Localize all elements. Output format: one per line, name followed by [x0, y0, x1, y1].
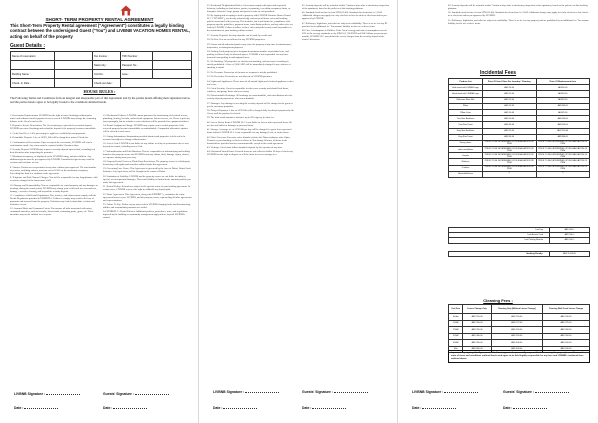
passport-value[interactable] [153, 61, 192, 70]
table-cell: Pillow [449, 103, 483, 109]
rule-item: 4. Refundable Deposit: A fee of AED 1,000 will be charged for missed Check-ins. [10, 136, 89, 140]
date-field: Date : [302, 406, 346, 410]
table-cell: PRICE TO BE DETERMINED UPON EVALUATION OF ITEM [536, 153, 590, 159]
name-label: Name of reservation: [11, 52, 55, 61]
table-cell: Curtains [449, 165, 483, 171]
table-cell: AED 500 /- [550, 233, 590, 238]
rule-item: 45. Security deposits will be refunded within 7 business days after a satisfactory inspection of the apartment, based on the policies of this booking platform. [302, 4, 390, 10]
livbnb-signature: LIVBNB Signature : [412, 390, 478, 394]
lost-items-table [448, 227, 590, 244]
table-cell: AED 500 /- [550, 238, 590, 243]
rule-item: 16. Acts of God: LIVBNB is not liable for any failure or delay in performance due to acts beyond its control, including acts of God. [103, 142, 189, 149]
guest-details-table [10, 51, 192, 88]
rule-item: 49. Security deposits will be refunded within 7 business days after a satisfactory inspection of the apartment, based on the policies of this booking platform. [448, 4, 588, 10]
rule-item: 23. Failure To Pay: Failure to pay may result in LIVBNB charging locks and disconnecting utilities and accumulating amounts are settled. [103, 202, 191, 209]
table-cell: AED20.00 [536, 91, 590, 97]
table-cell: ** [536, 171, 590, 177]
table-cell: AED 200.00 [536, 128, 590, 134]
table-cell: 1 BHK [449, 320, 463, 327]
signature-line[interactable] [334, 391, 368, 393]
table-cell: AED 200.00 [463, 320, 491, 327]
table-cell: Villa [449, 346, 463, 353]
page-title: SHORT- TERM PROPERTY RENTAL AGREEMENT [45, 17, 154, 22]
unit-label: Unit No : [93, 70, 121, 79]
table-row [449, 171, 590, 177]
rule-item: 13. Mechanical Failures: LIVBNB cannot guarantee the functioning of electrical service, plumbing, heating, hot tubs, audio/visual equipment, Internet access, etc. Please report any issues promptly, but no refunds or rent reductions will be provided for equipment failures. [103, 114, 190, 123]
checkin-value[interactable] [55, 79, 93, 88]
rule-item: 36. Nonrefundable Bookings: All bookings are nonrefundable, and cancellations after the security deposit payment are also non-refundable. [207, 94, 293, 101]
table-cell: AED 50.00 [483, 85, 537, 91]
date-line[interactable] [312, 407, 346, 409]
table-header [449, 305, 590, 314]
rule-item: 5. Confirmation of Reservation: Upon receipt of the reservation, LIVBNB will send a confirmation email. Any errors must be reported within 2 business days. [10, 140, 92, 147]
table-cell: Smoking Penalty: [449, 252, 550, 257]
table-cell: AED 20.00 [483, 97, 537, 103]
table-cell: AED 20.00 [483, 91, 537, 97]
rule-item: 12. Assumed Risks and Communal Areas: You assume all risks associated with using communal amenities, such as hot tubs, Jacuzzi tubs, swimming pools, gyms, etc. These amenities may not be suitable for everyone. [10, 207, 94, 217]
area-value[interactable] [153, 70, 192, 79]
rule-item: 8. Visitors: Visitors are not permitted at any time without prior approval. The total number of persons, including visitors, must not exceed 150% of the maximum occupancy. Exceeding this limit is a violation of the agreement. [10, 165, 97, 175]
smoking-penalty-table [448, 251, 590, 257]
table-cell: AED 200.00 [491, 327, 542, 334]
table-cell: Lost Key [449, 228, 550, 233]
rule-item: 6. Security Deposit: LIVBNB may request a security deposit upon arrival, refunding it at their discretion after inspecting the premises. [10, 147, 96, 154]
table-cell: AED300.00 [536, 134, 590, 140]
rules-top [448, 4, 590, 26]
rule-item: 30. Parking: Each property has a designated maximum number of permitted cars, and parking is allowed only in allocated spaces. LIVBNB is not responsible for any fines incurred from parking in undesignated areas. [207, 49, 289, 59]
rule-item: 2. Deposit to Secure Reservation: The Guest must pay a specified reservation deposit. LIVBNB can cancel bookings and refund the deposit if the property becomes unavailable. [10, 124, 97, 131]
rules-column-left [207, 4, 295, 158]
table-cell: AED 2,000.00 [550, 252, 590, 257]
checkin-label: Check- In Date : [11, 79, 55, 88]
table-cell: Bathroom Floor Mat [449, 97, 483, 103]
table-cell: Pillow Case [449, 109, 483, 115]
rule-item: 28. No Pets: Pets are not allowed in any LIVBNB properties. [207, 38, 266, 42]
table-cell: AED 350.00 [542, 333, 589, 340]
blank-cell [11, 61, 55, 70]
rules-column-right [302, 4, 390, 43]
table-cell: PRICE TO BE DETERMINED UPON EVALUATION OF ITEM [483, 147, 537, 153]
table-cell: AED 150.00 [491, 314, 542, 321]
house-logo-icon [120, 5, 132, 16]
incidental-fees-table [448, 78, 590, 178]
rule-item: 40. Lost or Stolen Items: LIVBNB LLC is not liable for lost or stolen personal items. We are also not liable for damages to personal items. [207, 120, 293, 127]
rule-item: 33. No Fireworks: Fireworks are not allowed on LIVBNB premises. [207, 75, 273, 79]
rule-item: 10. Damage and Responsibility: You are responsible for rental property and any damages or breakage during the rental period. LIVBNB may charge your credit card for wear and tear, damage, excessive cleaning, and beyond the security deposit. [10, 183, 98, 193]
rule-item: 14. Rental Assignment Change: LIVBNB may require you to switch properties if the reserved property becomes unavailable or uninhabitable. Comparable alternative options will be offered in such cases. [103, 124, 188, 134]
table-cell: 4 BHK [449, 340, 463, 347]
table-cell: AED150.00 [536, 116, 590, 122]
cleaning-fees-table [448, 304, 590, 353]
rule-item: 51. Rollaways, highchairs, and cribs are subject to availability. There is no fee for any property and are prohibited by an additional fee. You assume liability for the use of these items. [448, 18, 589, 25]
column-header: Price Of Item If Item For Laundry / Cleaning [483, 79, 537, 85]
table-cell: AED 50.00 [483, 103, 537, 109]
table-cell: AED200.00 [536, 103, 590, 109]
signature-line[interactable] [245, 391, 279, 393]
column-header: Unit Size [449, 305, 463, 314]
guest-signature: Guests' Signature : [302, 390, 368, 394]
area-label: Area : [121, 70, 153, 79]
table-cell: AED20.00 [536, 97, 590, 103]
rule-item: 9. Telephone and Paid Channel Charges: You will be responsible for any long-distance calls or movies charged to the homeowner's bill. [10, 176, 98, 183]
cleaning-fees-heading: Cleaning Fees : [483, 298, 513, 303]
rule-item: 44. Unclaimed Stored Items: If stored items are not collected within 10 days of check-out, LIVBNB has the right to dispose or sell the items to recover storage fees. [207, 150, 294, 157]
table-cell: AED 900.00 [542, 346, 589, 353]
rule-item: 26. By signing and accepting to book a property with LIVBNB Vacation Homes Rental LLC ("LIVBNB"), you hereby acknowledge and accept all house rules and booking policies associated with your stay. This includes, but is not limited to, compliance with property-specific guidelines, payment terms, cancellation policies, and any other rules set forth by LIVBNB. Failure to adhere to these rules and policies may result in penalties or the termination of your booking without refund. [207, 14, 293, 33]
table-cell: Twin Size Duvet [449, 122, 483, 128]
table-cell: AED 300.00 [542, 327, 589, 334]
table-cell: PRICE TO BE DETERMINED UPON EVALUATION OF ITEM [536, 165, 590, 171]
incidental-fees-heading: Incidental Fees [479, 70, 517, 76]
livbnb-signature: LIVBNB Signature : [14, 392, 80, 396]
table-cell: Household items [449, 171, 483, 177]
rule-item: 24. EXHIBIT A - Rental Policies: Additional policies, procedures, rules, and regulations imposed by the building or community management apply and are beyond LIVBNB's control. [103, 210, 188, 220]
table-cell: AED250.00 [536, 122, 590, 128]
table-cell: AED25.00 [536, 109, 590, 115]
table-cell: Studio [449, 314, 463, 321]
signature-line[interactable] [46, 393, 80, 395]
rule-item: 37. Damages: Any damages exceeding the security deposit will be charged to the guest as per the inventory quotation. [207, 101, 293, 108]
table-cell: PRICE TO BE DETERMINED UPON EVALUATION OF ITEM [536, 147, 590, 153]
table-cell: PRICE TO BE DETERMINED UPON EVALUATION OF ITEM [536, 159, 590, 165]
guest-signature: Guests' Signature : [103, 392, 169, 396]
table-cell: AED 800.00 [463, 346, 491, 353]
column-header: Cleaning Only (Without Linens Change) [491, 305, 542, 314]
table-cell: PRICE TO BE DETERMINED UPON EVALUATION OF ITEM [536, 140, 590, 146]
rule-item: 27. Security Deposits: Security deposits can be made by credit card. [207, 33, 273, 37]
page-2 [199, 0, 398, 423]
table-cell: Mattress [449, 159, 483, 165]
table-row [449, 252, 590, 257]
rule-item: 3. Credit Card Fees: A 4% processing fee applies to credit/debit card payments. [10, 131, 86, 135]
table-cell: AED 450.00 [542, 340, 589, 347]
table-cell: AED 350.00 [463, 340, 491, 347]
table-cell: Dining chairs [449, 140, 483, 146]
rule-item: 18. Property Rental Owner as Third-Party Beneficiary: The property owner is a third-party beneficiary with rights and remedies outlined under this agreement. [103, 159, 190, 166]
rules-column-left [10, 114, 98, 218]
rule-item: 46. Standard check-in time is from 3PM (15:00). Standard check-out time is 11AM. Additional charges may apply for early check-in or late check-in or check-out unless pre-approved by LIVBNB. [302, 11, 388, 21]
table-cell: Lost Access Card [449, 233, 550, 238]
rule-item: 39. The total rental amount is inclusive up to 20% agency fee/time fee. [207, 116, 275, 120]
table-cell: Lost Parking Remote [449, 238, 550, 243]
column-header: Cleaning With Fresh Linens Change [542, 305, 589, 314]
column-header: Price Of Replacement Item [536, 79, 590, 85]
rule-item: 43. Vicinage: Guest must follow standard etiquette by the operator of any time. [207, 146, 283, 150]
column-header: Product List [449, 79, 483, 85]
date-field: Date : [14, 406, 58, 410]
livbnb-signature: LIVBNB Signature : [213, 390, 279, 394]
building-value[interactable] [55, 70, 93, 79]
column-header: Linens Change Only [463, 305, 491, 314]
nationality-label: Nation-lity : [93, 61, 121, 70]
rule-item: 7. Maximum occupancy, as displayed on the LIVBNB listing, includes children. Any additional guests must be pre-approved by LIVBNB. Unauthorized guests may result in eviction and forfeiture of rent. [10, 155, 94, 165]
blank-cell [55, 61, 93, 70]
date-line[interactable] [422, 407, 456, 409]
rule-item: 50. Standard check-in time is from 3PM (15:00). Standard check-out time is 11AM. Additional charges may apply for early check-in or late check-in or check-out unless pre-approved by LIVBNB. [448, 11, 589, 18]
date-line[interactable] [113, 407, 147, 409]
table-cell: 2 BHK [449, 327, 463, 334]
rule-item: 1. Reservation Requirements: LIVBNB has the right to cancel bookings without prior notice and without refund if payment is not received. LIVBNB may change the remaining balance to the Guest's card on file. [10, 114, 97, 123]
rules-column-right [103, 114, 192, 221]
rule-item: 41. Storage: A storage fee of AED 500 per day will be charged if a guest leaves personal items behind. LIVBNB LLC is not responsible for any damaged, lost, or stolen items. [207, 128, 292, 135]
table-cell: AED 600.00 [491, 346, 542, 353]
table-cell: PRICE TO BE DETERMINED UPON EVALUATION OF ITEM [483, 153, 537, 159]
table-cell: AED 80.00 [483, 134, 537, 140]
date-field: Date : [213, 406, 257, 410]
rule-item: 22. Entire Agreement: This Agreement, along with EXHIBIT A, constitutes the entire agreement between you, LIVBNB, and the property owner, superseding all other agreements and representations. [103, 192, 192, 202]
signature-line[interactable] [135, 393, 169, 395]
table-cell: AED 150.00 [463, 314, 491, 321]
rule-item: 35. Guest Security: Guest is responsible for their own security and should lock doors, windows, and garage doors when necessary. [207, 86, 289, 93]
important-note: Important: by signing this Agreement, I the Guest agree to be personally responsible for ensuring the property's condition and state of items and conditions outlined herein and agree to be held legally responsible for any loss and LIVBNB's incidental fees outlined above. [448, 350, 590, 363]
table-cell: AED 250.00 [463, 327, 491, 334]
table-cell: AED 200.00 [542, 314, 589, 321]
checkout-label: Check-out date : [93, 79, 121, 88]
rule-item: 34. Lights and Appliances: Please turn off all outside lights and electrical appliances when not in use. [207, 79, 294, 86]
table-cell: Carpets [449, 153, 483, 159]
table-cell: PRICE TO BE DETERMINED UPON EVALUATION OF ITEM [483, 159, 537, 165]
signature-line[interactable] [444, 391, 478, 393]
trn-label: TRN Number : [121, 52, 153, 61]
name-value[interactable] [55, 52, 93, 61]
table-cell: AED 50.00 [483, 116, 537, 122]
rule-item: 42. Noise/Concerns: Excessive noise disturbs violates the Dubai ordinance after 10pm. Tenant/s of your booking or check-in allows it. Not during 24 hours, all items in the household are provided and are non-transferable except to the rental agreement. [207, 135, 291, 145]
rule-item: 11. Compliance with Rental Regulations: You, invitees, and visitors must comply with the Rental Regulations provided in EXHIBIT A. Failure to comply may result in the loss of payments and removal from the property. Violations may lead to immediate eviction and forfeiture of rent. [10, 193, 97, 206]
table-cell: AED 225.00 [542, 320, 589, 327]
building-label: Building Name : [11, 70, 55, 79]
table-cell: PRICE TO BE DETERMINED UPON EVALUATION OF ITEM [483, 165, 537, 171]
house-rules-intro: The Following Terms and Conditions form an integral and inseparable part of this Agreement and by the parties herein affixing their signatures below, and the parties hereto agree to be legally bound to the conditions detailed herein. [10, 96, 191, 104]
table-cell: AED 50.00 [483, 109, 537, 115]
rule-item: 31. No Smoking: All properties are strictly non-smoking, and any form of smoking is strictly prohibited. A fine of 2,000 AED will be immediately charged if any evidence of smoking is found. [207, 60, 291, 70]
table-cell: AED 50.00 [483, 128, 537, 134]
rule-item: 17. Indemnification and Hold Harmless: You are responsible for indemnifying and holding harmless the property owner and LIVBNB from any claims, theft, damage, injury, demise, or expenses arising from your stay. [103, 149, 190, 159]
rule-item: 32. No Firearms: Possession of firearms or weapons is strictly prohibited. [207, 70, 278, 74]
table-cell: sofas and pillows [449, 147, 483, 153]
rule-item: 48. Over Consumption of Utilities: If the Guest's energy and water consumption exceeds 20% of the average standards set by DEWA (1,700 KWH and 500 Gallons per person per month), LIVBNB LLC may deduct the excess charges from the security deposit at the owner's discretion. [302, 29, 388, 42]
rule-item: 20. Limitation of Liability: LIVBNB and the property owner are not liable for indirect, special, or consequential damages. Their total liability is limited to the amounts paid by you under this agreement. [103, 174, 191, 184]
date-field: Date : [503, 406, 547, 410]
table-cell: Hand towel with LIVBNB Logo [449, 91, 483, 97]
agreement-intro: This Short-Term Property Rental agreement ("Agreement") constitutes a legally binding contract between the undersigned Guest ("You") and LIVBNB VACATION HOMES RENTAL, acting on behalf of the property [10, 23, 191, 39]
table-cell: AED 250.00 [491, 333, 542, 340]
rule-item: 25. Residential Neighborhood Rules: Guest must comply with quiet and respectful behavior, including no loud noises, parties, trespassing, exceeding occupancy limits, or disruptive behavior. Large groups and special events are not permitted. [207, 4, 291, 13]
rule-item: 15. Listing Information: Information provided about rental properties is believed to be accurate but subject to change without notice. [103, 134, 186, 141]
date-line[interactable] [24, 407, 58, 409]
table-cell: AED 175.00 [491, 320, 542, 327]
rule-item: 19. Governing Law; Venue: This Agreement is governed by the laws of Dubai, United Arab Emirates. Any legal action will be brought in the courts of Dubai. [103, 167, 191, 174]
guest-signature: Guests' Signature : [503, 390, 569, 394]
date-field: Date : [103, 406, 147, 410]
table-cell: Twin Size Bedsheet [449, 116, 483, 122]
table-cell: ** [483, 171, 537, 177]
table-cell: AED 80.00 [483, 122, 537, 128]
trn-value[interactable] [153, 52, 192, 61]
page-1 [0, 0, 199, 423]
table-cell: AED 300 /- [550, 228, 590, 233]
rule-item: 38. Delayed Payment: A fine of AED 200 will be charged daily for delayed payment by the Guest, until the payment is cleared. [207, 109, 295, 116]
table-cell: 3 BHK [449, 333, 463, 340]
date-field: Date : [412, 406, 456, 410]
rule-item: 29. Linens and all authorized parties may enter the property at any time for maintenance, inspections, or management purposes. [207, 42, 292, 49]
table-cell: King Size Bedsheet [449, 128, 483, 134]
passport-label: Passport No : [121, 61, 153, 70]
tax-invoice-label: Tax Invoice : [93, 52, 121, 61]
table-cell: PRICE TO BE DETERMINED UPON EVALUATION OF ITEM [483, 140, 537, 146]
table-cell: AED 300.00 [463, 333, 491, 340]
page-3 [398, 0, 598, 423]
table-cell: Bath towel with LIVBNB Logo [449, 85, 483, 91]
signature-line[interactable] [535, 391, 569, 393]
table-row [449, 238, 590, 243]
rule-item: 47. Rollaways, highchairs, and cribs are subject to availability. There is no fee for any ID provided in an additional fee. You assume liability for the use of these items. [302, 21, 388, 28]
table-cell: King Size Duvet [449, 134, 483, 140]
table-cell: AED50.00 [536, 85, 590, 91]
checkout-value[interactable] [121, 79, 192, 88]
date-line[interactable] [223, 407, 257, 409]
rule-item: 21. Refund Policy: Refunds are subject to the specific terms of your booking agreement. In certain cases, LIVBNB reserves the right to withhold any deposit paid. [103, 185, 191, 192]
guest-details-heading: Guest Details : [10, 43, 46, 49]
table-cell: AED 400.00 [491, 340, 542, 347]
house-rules-heading: HOUSE RULES : [83, 89, 116, 94]
date-line[interactable] [513, 407, 547, 409]
